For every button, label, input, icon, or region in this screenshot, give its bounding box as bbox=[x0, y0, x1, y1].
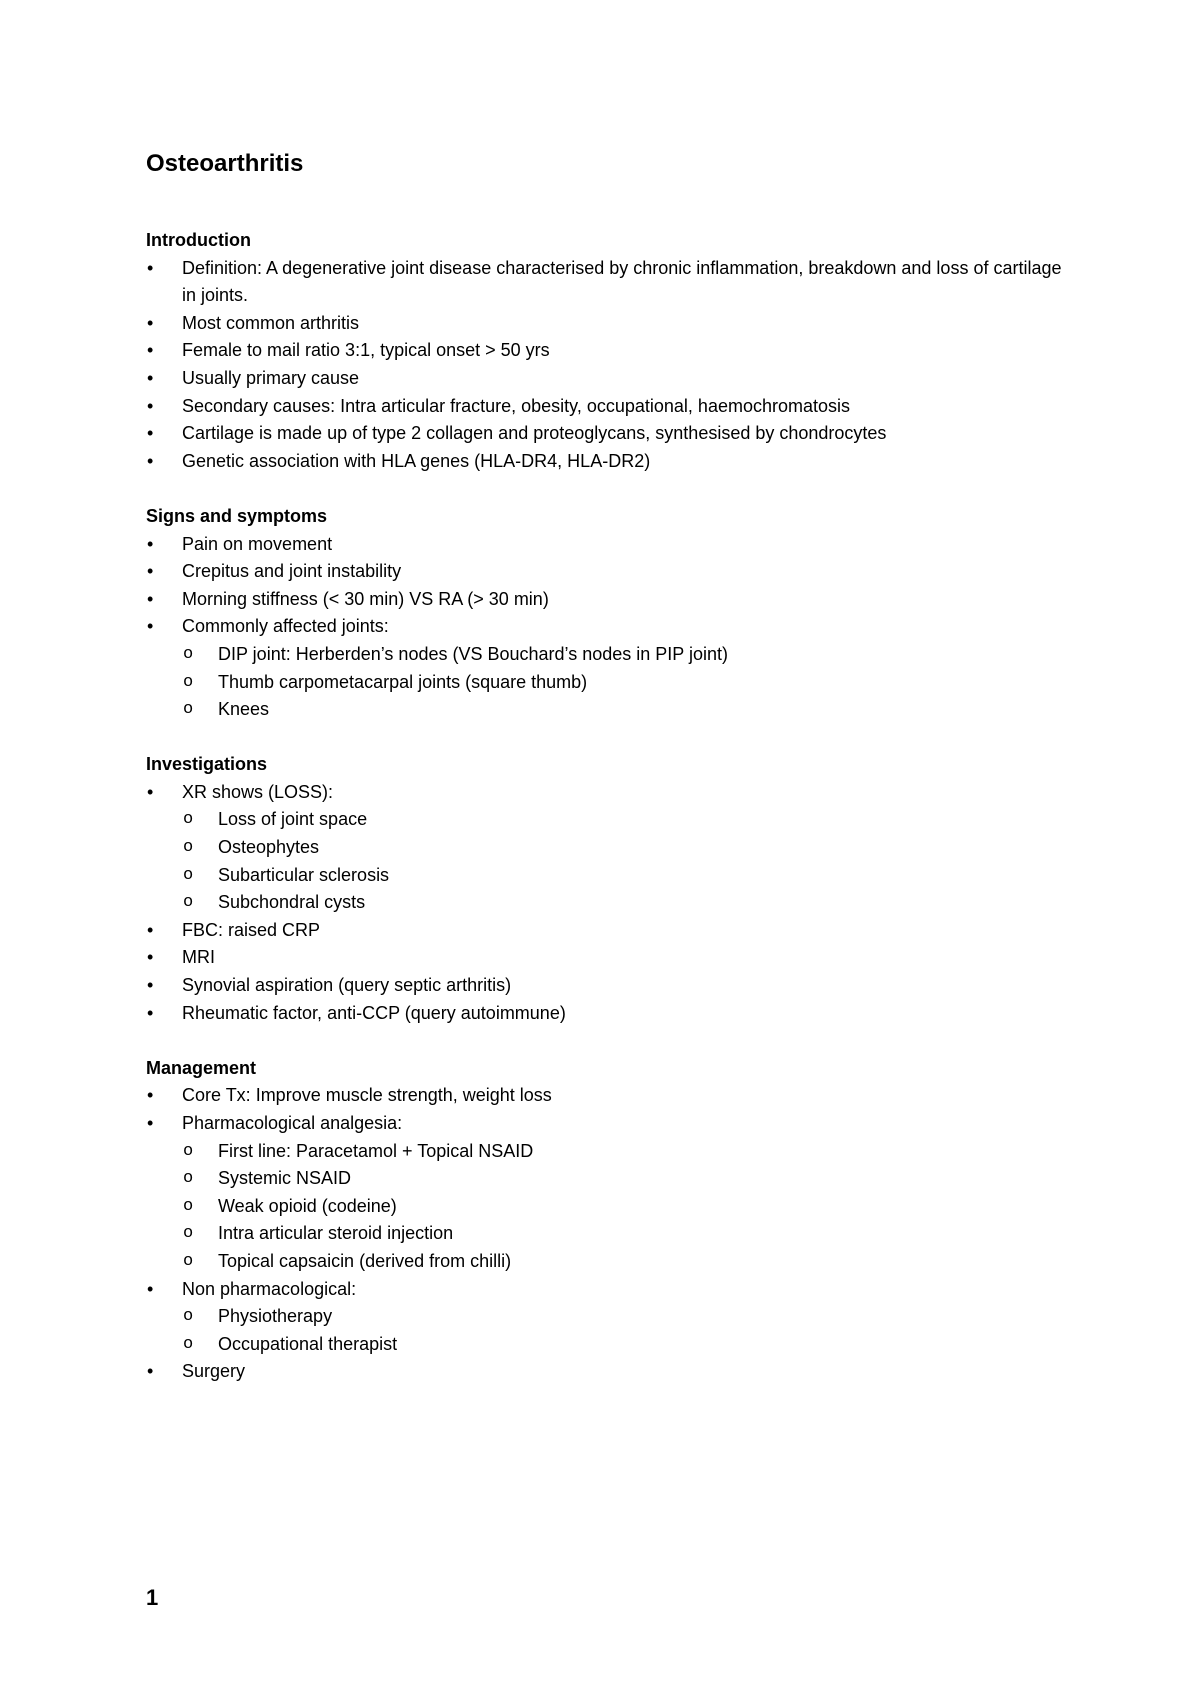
bullet-list bbox=[146, 1082, 1066, 1386]
sub-bullet-icon: o bbox=[183, 1334, 194, 1354]
sub-bullet-icon: o bbox=[183, 865, 194, 885]
sub-bullet-icon: o bbox=[183, 1307, 194, 1327]
sub-bullet-icon: o bbox=[183, 838, 194, 858]
bullet-list bbox=[146, 779, 1066, 1027]
spacer bbox=[146, 182, 1066, 227]
list-item: • Synovial aspiration (query septic arthritis) bbox=[146, 972, 1066, 1000]
section-introduction bbox=[146, 227, 1066, 475]
bullet-icon: • bbox=[147, 340, 154, 361]
sub-bullet-icon: o bbox=[183, 893, 194, 913]
sub-list-item: o Knees bbox=[146, 696, 1066, 724]
sub-list-item: o DIP joint: Herberden’s nodes (VS Bouchard’s nodes in PIP joint) bbox=[146, 641, 1066, 669]
bullet-icon: • bbox=[147, 257, 154, 278]
document-body bbox=[146, 146, 1066, 1386]
list-item: • Genetic association with HLA genes (HLA-DR4, HLA-DR2) bbox=[146, 448, 1066, 476]
sub-list-item: o Subchondral cysts bbox=[146, 889, 1066, 917]
sub-list-item: o Subarticular sclerosis bbox=[146, 862, 1066, 890]
list-item: • FBC: raised CRP bbox=[146, 917, 1066, 945]
bullet-icon: • bbox=[147, 1278, 154, 1299]
sub-bullet-icon: o bbox=[183, 1196, 194, 1216]
list-item: • Pain on movement bbox=[146, 531, 1066, 559]
bullet-icon: • bbox=[147, 975, 154, 996]
list-item: • Non pharmacological: bbox=[146, 1276, 1066, 1304]
sub-list-item: o Osteophytes bbox=[146, 834, 1066, 862]
bullet-icon: • bbox=[147, 616, 154, 637]
bullet-icon: • bbox=[147, 561, 154, 582]
bullet-icon: • bbox=[147, 947, 154, 968]
spacer bbox=[146, 724, 1066, 752]
list-item: • Cartilage is made up of type 2 collagen and proteoglycans, synthesised by chondrocytes bbox=[146, 420, 1066, 448]
list-item: • Core Tx: Improve muscle strength, weight loss bbox=[146, 1082, 1066, 1110]
list-item: • Commonly affected joints: bbox=[146, 613, 1066, 641]
document-title: Osteoarthritis bbox=[146, 150, 304, 177]
section-investigations bbox=[146, 751, 1066, 1027]
list-item: • Usually primary cause bbox=[146, 365, 1066, 393]
list-item: • XR shows (LOSS): bbox=[146, 779, 1066, 807]
bullet-icon: • bbox=[147, 1085, 154, 1106]
sub-bullet-icon: o bbox=[183, 810, 194, 830]
sub-bullet-icon: o bbox=[183, 644, 194, 664]
section-signs-and-symptoms bbox=[146, 503, 1066, 724]
bullet-icon: • bbox=[147, 533, 154, 554]
bullet-icon: • bbox=[147, 781, 154, 802]
sub-bullet-icon: o bbox=[183, 1251, 194, 1271]
sub-list-item: o Physiotherapy bbox=[146, 1303, 1066, 1331]
list-item: • Pharmacological analgesia: bbox=[146, 1110, 1066, 1138]
bullet-icon: • bbox=[147, 588, 154, 609]
sub-bullet-icon: o bbox=[183, 1169, 194, 1189]
section-heading: Investigations bbox=[146, 754, 268, 775]
bullet-icon: • bbox=[147, 423, 154, 444]
sub-list-item: o First line: Paracetamol + Topical NSAID bbox=[146, 1138, 1066, 1166]
sub-list-item: o Systemic NSAID bbox=[146, 1165, 1066, 1193]
sub-bullet-icon: o bbox=[183, 672, 194, 692]
section-heading: Management bbox=[146, 1057, 257, 1078]
sub-list-item: o Weak opioid (codeine) bbox=[146, 1193, 1066, 1221]
list-item: • MRI bbox=[146, 944, 1066, 972]
bullet-list bbox=[146, 255, 1066, 476]
sub-list-item: o Loss of joint space bbox=[146, 806, 1066, 834]
sub-list-item: o Topical capsaicin (derived from chilli) bbox=[146, 1248, 1066, 1276]
list-item: • Rheumatic factor, anti-CCP (query autoimmune) bbox=[146, 1000, 1066, 1028]
bullet-list bbox=[146, 531, 1066, 724]
list-item: • Definition: A degenerative joint disease characterised by chronic inflammation, breakdown and loss of cartilage in joints. bbox=[146, 255, 1066, 310]
bullet-icon: • bbox=[147, 1002, 154, 1023]
list-item: • Female to mail ratio 3:1, typical onset > 50 yrs bbox=[146, 337, 1066, 365]
sub-bullet-icon: o bbox=[183, 1141, 194, 1161]
bullet-icon: • bbox=[147, 395, 154, 416]
sub-list-item: o Thumb carpometacarpal joints (square thumb) bbox=[146, 669, 1066, 697]
sub-bullet-icon: o bbox=[183, 1224, 194, 1244]
list-item: • Surgery bbox=[146, 1358, 1066, 1386]
sub-list-item: o Occupational therapist bbox=[146, 1331, 1066, 1359]
list-item: • Morning stiffness (< 30 min) VS RA (> 30 min) bbox=[146, 586, 1066, 614]
sub-bullet-icon: o bbox=[183, 700, 194, 720]
bullet-icon: • bbox=[147, 1361, 154, 1382]
sub-list-item: o Intra articular steroid injection bbox=[146, 1220, 1066, 1248]
bullet-icon: • bbox=[147, 312, 154, 333]
section-heading: Introduction bbox=[146, 230, 251, 250]
bullet-icon: • bbox=[147, 367, 154, 388]
spacer bbox=[146, 475, 1066, 503]
page-number: 1 bbox=[146, 1585, 159, 1610]
bullet-icon: • bbox=[147, 919, 154, 940]
section-heading: Signs and symptoms bbox=[146, 505, 328, 526]
bullet-icon: • bbox=[147, 1113, 154, 1133]
spacer bbox=[146, 1027, 1066, 1055]
list-item: • Most common arthritis bbox=[146, 310, 1066, 338]
section-management bbox=[146, 1055, 1066, 1386]
list-item: • Secondary causes: Intra articular fracture, obesity, occupational, haemochromatosis bbox=[146, 393, 1066, 421]
bullet-icon: • bbox=[147, 450, 154, 471]
list-item: • Crepitus and joint instability bbox=[146, 558, 1066, 586]
